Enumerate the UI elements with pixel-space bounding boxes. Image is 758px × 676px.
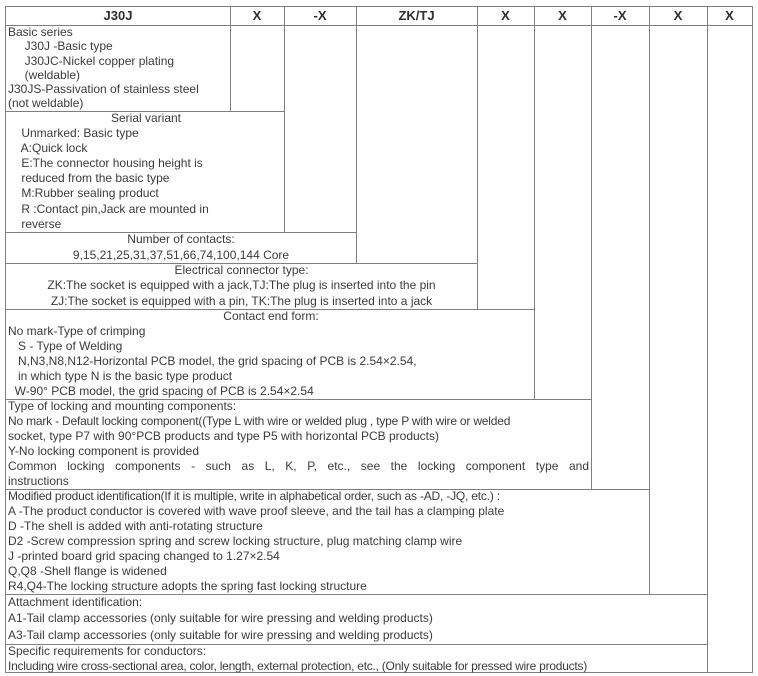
section-electrical-connector-type [6,263,477,309]
text-line: J30JC-Nickel copper plating [8,53,175,68]
text-line: socket, type P7 with 90°PCB products and type P5 with horizontal PCB products) [8,429,440,443]
grid-vline [230,7,231,111]
section-lines [8,489,649,594]
header-cell-series: J30J [103,8,133,23]
section-lines [8,126,284,232]
section-lines [8,324,534,399]
text-line: (not weldable) [8,96,84,111]
text-line: Q,Q8 -Shell flange is widened [8,564,167,578]
text-line: D -The shell is added with anti-rotating structure [8,519,263,533]
section-lines [8,644,707,673]
text-line: Basic series [8,25,73,39]
section-title: Electrical connector type: [174,263,309,277]
text-line: ZK:The socket is equipped with a jack,TJ:The plug is inserted into the pin [47,278,436,293]
section-lines [8,594,707,643]
section-number-of-contacts [6,232,356,263]
text-line: ZJ:The socket is equipped with a pin, TK:The plug is inserted into a jack [50,293,433,308]
text-line: reverse [8,216,62,231]
text-line: M:Rubber sealing product [8,186,159,201]
text-line: Including wire cross-sectional area, color, length, external protection, etc., (Only suitable for pressed wire products) [8,658,587,673]
text-line: A3-Tail clamp accessories (only suitable for wire pressing and welding products) [8,627,433,642]
text-line: Modified product identification(If it is multiple, write in alphabetical order, such as -AD, -JQ, etc.) : [8,489,500,503]
text-line: No mark-Type of crimping [8,324,146,338]
text-line: 9,15,21,25,31,37,51,66,74,100,144 Core [72,247,290,262]
text-line: Type of locking and mounting components: [8,399,237,413]
section-contact-end-form [6,309,534,399]
section-conductor-requirements [6,644,707,673]
section-modified-product-identification [6,489,649,594]
section-lines [6,248,356,264]
grid-vline [591,7,592,489]
grid-vline [284,7,285,232]
grid-vline [707,7,708,672]
section-basic-series [6,25,230,111]
text-line: instructions [8,474,69,488]
text-line: W-90° PCB model, the grid spacing of PCB is 2.54×2.54 [8,384,314,398]
grid-vline [649,7,650,594]
part-number-ordering-table [5,6,753,673]
text-line: in which type N is the basic type product [8,369,233,383]
section-title: Number of contacts: [127,232,235,246]
section-title: Serial variant [110,111,182,125]
section-lines [8,399,589,489]
header-cell-attachment: X [673,8,683,23]
text-line: reduced from the basic type [8,171,170,186]
header-cell-modified: -X [613,8,627,23]
text-line: E:The connector housing height is [8,156,203,171]
header-cell-requirements: X [725,8,734,23]
section-locking-components [6,399,591,489]
text-line: A -The product conductor is covered with wave proof sleeve, and the tail has a clamping plate [8,504,505,518]
header-cell-locking: X [558,8,567,23]
text-line: Common locking components - such as L, K, P, etc., see the locking component type and [8,459,589,473]
header-cell-contact-end: X [501,8,510,23]
section-lines [6,278,477,309]
text-line: No mark - Default locking component((Type L with wire or welded plug , type P with wire or welded [8,414,511,428]
text-line: S - Type of Welding [8,339,123,353]
text-line: Attachment identification: [8,595,143,609]
text-line: (weldable) [8,67,81,82]
header-cell-variant: X [252,8,262,23]
text-line: R4,Q4-The locking structure adopts the spring fast locking structure [8,579,367,593]
header-cell-connector-type: ZK/TJ [398,8,435,23]
grid-vline [477,7,478,309]
text-line: R :Contact pin,Jack are mounted in [8,201,209,216]
text-line: A:Quick lock [8,141,88,156]
text-line: Specific requirements for conductors: [8,644,207,658]
text-line: Y-No locking component is provided [8,444,199,458]
section-lines [8,25,230,111]
grid-vline [356,7,357,263]
text-line: Unmarked: Basic type [8,126,139,141]
text-line: N,N3,N8,N12-Horizontal PCB model, the grid spacing of PCB is 2.54×2.54, [8,354,417,368]
text-line: A1-Tail clamp accessories (only suitable for wire pressing and welding products) [8,611,433,626]
grid-vline [534,7,535,399]
section-title: Contact end form: [223,309,319,323]
section-attachment-identification [6,594,707,644]
text-line: D2 -Screw compression spring and screw locking structure, plug matching clamp wire [8,534,463,548]
text-line: J30J -Basic type [8,39,113,54]
text-line: J -printed board grid spacing changed to 1.27×2.54 [8,549,280,563]
section-serial-variant [6,111,284,232]
text-line: J30JS-Passivation of stainless steel [8,82,199,97]
header-cell-contact-count: -X [313,8,327,23]
